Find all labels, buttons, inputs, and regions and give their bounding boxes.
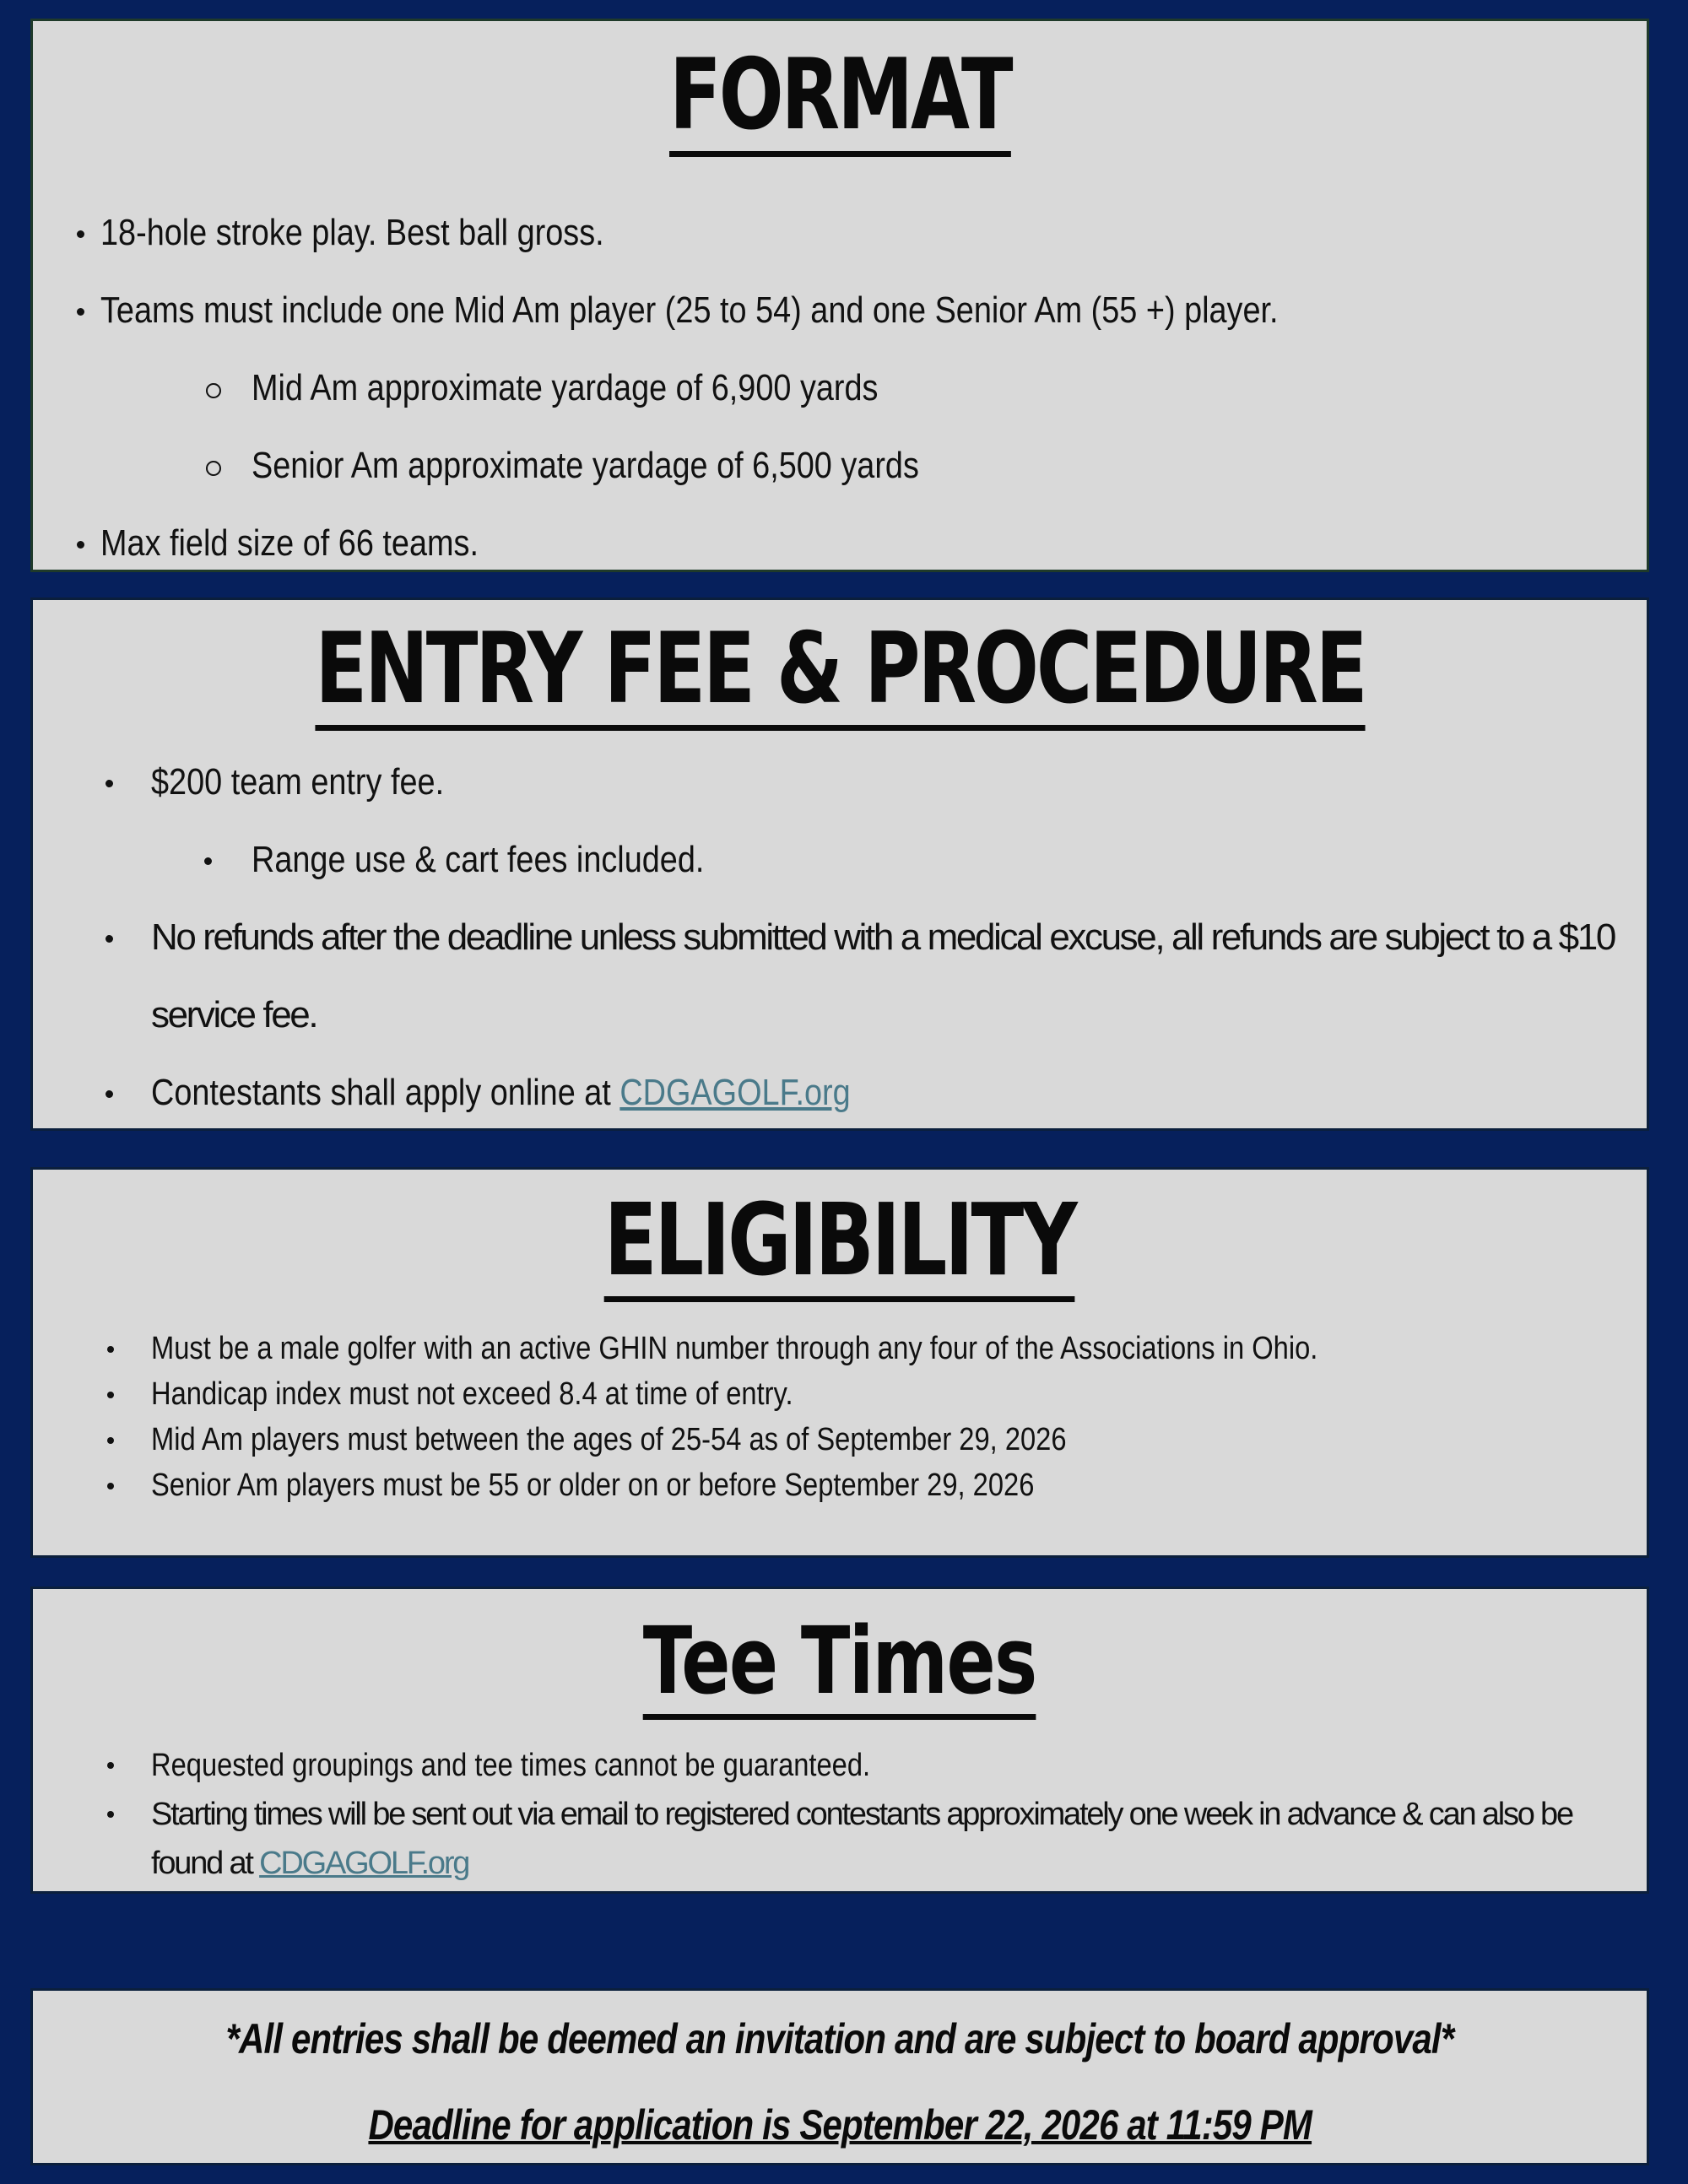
- format-list: [33, 194, 1647, 582]
- tee-times-panel: [30, 1587, 1649, 1894]
- list-item: 18-hole stroke play. Best ball gross.: [33, 194, 1647, 272]
- format-panel: [30, 19, 1649, 572]
- tee-times-list: [33, 1741, 1647, 1888]
- tee-times-heading: Tee Times: [643, 1614, 1036, 1720]
- entry-fee-list: [33, 743, 1647, 1132]
- list-item: Contestants shall apply online at CDGAGOLF.org: [33, 1054, 1647, 1132]
- list-item: Senior Am players must be 55 or older on or before September 29, 2026: [33, 1462, 1647, 1508]
- footer-panel: [30, 1988, 1649, 2165]
- cdgagolf-link[interactable]: CDGAGOLF.org: [259, 1846, 469, 1881]
- eligibility-heading: ELIGIBILITY: [604, 1190, 1075, 1302]
- format-heading: FORMAT: [669, 46, 1010, 157]
- entry-fee-panel: [30, 597, 1649, 1131]
- bullet-icon: [107, 1392, 114, 1398]
- list-item: Requested groupings and tee times cannot be guaranteed.: [33, 1741, 1647, 1790]
- list-item: Teams must include one Mid Am player (25 to 54) and one Senior Am (55 +) player.: [33, 272, 1647, 349]
- list-item: Starting times will be sent out via email to registered contestants approximately one week in advance & can also be found at CDGAGOLF.org: [33, 1790, 1637, 1888]
- bullet-icon: [107, 1483, 114, 1489]
- invitation-note: *All entries shall be deemed an invitation and are subject to board approval*: [225, 2015, 1454, 2062]
- sub-list-item: Range use & cart fees included.: [33, 821, 1647, 899]
- list-item: Mid Am players must between the ages of 25-54 as of September 29, 2026: [33, 1417, 1647, 1462]
- bullet-icon: [107, 1811, 114, 1818]
- bullet-icon: [107, 1346, 114, 1353]
- bullet-icon: [107, 1437, 114, 1444]
- list-item: Handicap index must not exceed 8.4 at time of entry.: [33, 1371, 1647, 1417]
- hollow-bullet-icon: [206, 383, 221, 398]
- list-item: Must be a male golfer with an active GHIN number through any four of the Associations in Ohio.: [33, 1326, 1647, 1371]
- eligibility-panel: [30, 1167, 1649, 1558]
- list-item: No refunds after the deadline unless submitted with a medical excuse, all refunds are subject to a $10 service fee.: [33, 899, 1628, 1054]
- bullet-icon: [77, 308, 84, 316]
- bullet-icon: [107, 1762, 114, 1769]
- bullet-icon: [106, 1090, 113, 1098]
- eligibility-list: [33, 1326, 1647, 1508]
- list-item: Max field size of 66 teams.: [33, 505, 1647, 582]
- cdgagolf-link[interactable]: CDGAGOLF.org: [619, 1072, 851, 1113]
- hollow-bullet-icon: [206, 461, 221, 476]
- list-item: $200 team entry fee.: [33, 743, 1647, 821]
- bullet-icon: [77, 541, 84, 549]
- entry-fee-heading: ENTRY FEE & PROCEDURE: [315, 620, 1365, 731]
- sub-list-item: Mid Am approximate yardage of 6,900 yards: [33, 349, 1647, 427]
- bullet-icon: [204, 857, 212, 865]
- sub-list-item: Senior Am approximate yardage of 6,500 yards: [33, 427, 1647, 505]
- deadline-note: Deadline for application is September 22, 2026 at 11:59 PM: [368, 2101, 1312, 2149]
- bullet-icon: [106, 780, 113, 787]
- bullet-icon: [77, 230, 84, 238]
- bullet-icon: [106, 935, 113, 943]
